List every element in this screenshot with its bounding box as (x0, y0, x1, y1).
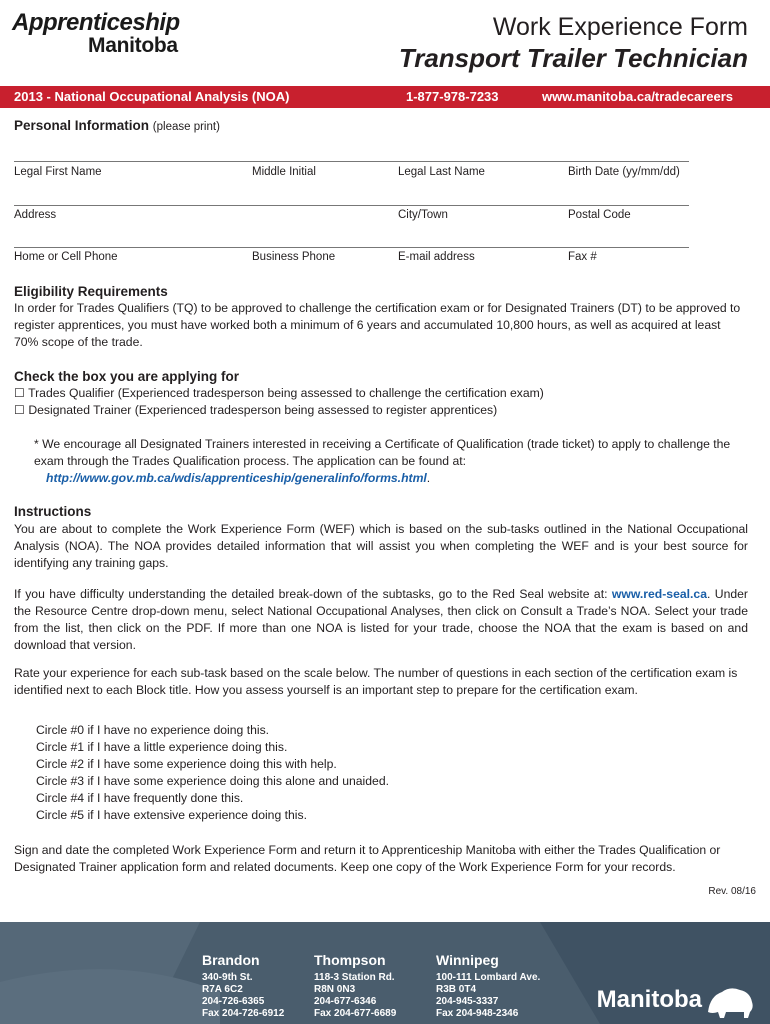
trades-qualifier-label: Trades Qualifier (Experienced tradesperson being assessed to challenge the certification exam) (28, 386, 544, 400)
rating-scale (36, 722, 389, 824)
email-label: E-mail address (398, 251, 475, 263)
business-phone-label: Business Phone (252, 251, 336, 263)
field-line[interactable] (14, 205, 689, 206)
form-titles (399, 12, 748, 74)
office-thompson (314, 952, 396, 1020)
personal-info-heading (14, 118, 220, 133)
office-phone: 204-677-6346 (314, 996, 377, 1007)
checkbox-icon[interactable]: ☐ (14, 386, 25, 400)
noa-label: 2013 - National Occupational Analysis (NOA) (14, 89, 290, 104)
office-address: 340-9th St. (202, 972, 253, 983)
apply-heading: Check the box you are applying for (14, 369, 240, 384)
instructions-heading: Instructions (14, 504, 92, 519)
asterisk-icon: * (34, 437, 39, 451)
city-town-label: City/Town (398, 209, 448, 221)
office-phone: 204-726-6365 (202, 996, 265, 1007)
website-link[interactable]: www.manitoba.ca/tradecareers (542, 89, 733, 104)
red-seal-link[interactable]: www.red-seal.ca (611, 587, 707, 601)
logo-line1: Apprenticeship (12, 9, 180, 36)
revision-date: Rev. 08/16 (708, 886, 756, 897)
office-postal: R3B 0T4 (436, 984, 477, 995)
middle-initial-label: Middle Initial (252, 166, 316, 178)
bison-icon (704, 982, 758, 1020)
designated-trainer-label: Designated Trainer (Experienced tradesperson being assessed to register apprentices) (28, 403, 498, 417)
home-phone-label: Home or Cell Phone (14, 251, 118, 263)
office-fax: Fax 204-726-6912 (202, 1008, 285, 1019)
scale-item: Circle #0 if I have no experience doing this. (36, 723, 270, 737)
legal-first-name-label: Legal First Name (14, 166, 102, 178)
office-address: 118-3 Station Rd. (314, 972, 395, 983)
office-phone: 204-945-3337 (436, 996, 499, 1007)
scale-item: Circle #4 if I have frequently done this. (36, 791, 244, 805)
office-winnipeg (436, 952, 540, 1020)
scale-item: Circle #1 if I have a little experience doing this. (36, 740, 288, 754)
please-print-note: (please print) (152, 121, 220, 133)
office-fax: Fax 204-677-6689 (314, 1008, 397, 1019)
eligibility-text: In order for Trades Qualifiers (TQ) to be approved to challenge the certification exam or for Designated Trainers (DT) to be approved to register apprentices, you must have worked both a minimum of 6 years and accumulated 10,800 hours, as well as acquired at least 70% scope of the trade. (14, 301, 741, 349)
office-fax: Fax 204-948-2346 (436, 1008, 519, 1019)
office-postal: R8N 0N3 (314, 984, 356, 995)
checkbox-icon[interactable]: ☐ (14, 403, 25, 417)
phone-number: 1-877-978-7233 (406, 89, 499, 104)
form-title: Work Experience Form (492, 13, 748, 41)
office-postal: R7A 6C2 (202, 984, 243, 995)
instructions-p1: You are about to complete the Work Experience Form (WEF) which is based on the sub-tasks outlined in the National Occupational Analysis (NOA). The NOA provides detailed information that will assist you when completing the WEF and is your best source for identifying any training gaps. (14, 522, 748, 570)
office-name: Thompson (314, 952, 386, 968)
office-brandon (202, 952, 284, 1020)
manitoba-logo: Manitoba (596, 986, 702, 1013)
fax-label: Fax # (568, 251, 597, 263)
office-address: 100-111 Lombard Ave. (436, 972, 541, 983)
apprenticeship-manitoba-logo (12, 10, 180, 56)
address-label: Address (14, 209, 57, 221)
office-name: Winnipeg (436, 952, 499, 968)
field-line[interactable] (14, 161, 689, 162)
forms-link[interactable]: http://www.gov.mb.ca/wdis/apprenticeship/generalinfo/forms.html (46, 471, 427, 485)
trades-qualifier-option[interactable] (14, 386, 544, 400)
office-name: Brandon (202, 952, 260, 968)
p2-text-a: If you have difficulty understanding the detailed break-down of the subtasks, go to the Red Seal website at: (14, 587, 608, 601)
eligibility-heading: Eligibility Requirements (14, 284, 168, 299)
trade-title: Transport Trailer Technician (398, 43, 748, 73)
logo-line2: Manitoba (88, 34, 178, 57)
instructions-p3: Rate your experience for each sub-task based on the scale below. The number of questions in each section of the certification exam is identified next to each Block title. How you assess yourself is an important step to prepare for the certification exam. (14, 666, 738, 697)
field-line[interactable] (14, 247, 689, 248)
p2-text-b: . Under the Resource Centre drop-down menu, select National Occupational Analyses, then click on Consult a Trade’s NOA. Select your trade from the list, then click on the PDF. If more than one NOA is listed for your trade, choose the NOA that the exam is based on and download that version. (14, 587, 748, 652)
designated-trainer-option[interactable] (14, 403, 497, 417)
legal-last-name-label: Legal Last Name (398, 166, 485, 178)
designated-trainer-note: * We encourage all Designated Trainers interested in receiving a Certificate of Qualification (trade ticket) to apply to challenge the exam through the Trades Qualification process. The application can be found at: http://www.gov.mb.ca/wdis/apprenticeship/generalinfo/forms.html. (34, 437, 731, 485)
postal-code-label: Postal Code (568, 209, 631, 221)
instructions-p4: Sign and date the completed Work Experience Form and return it to Apprenticeship Manitoba with either the Trades Qualification or Designated Trainer application form and related documents. Keep one copy of the Work Experience Form for your records. (14, 843, 721, 874)
info-bar (0, 86, 770, 108)
scale-item: Circle #3 if I have some experience doing this alone and unaided. (36, 774, 389, 788)
personal-info-title: Personal Information (14, 118, 150, 133)
birth-date-label: Birth Date (yy/mm/dd) (568, 166, 680, 178)
note-text: We encourage all Designated Trainers interested in receiving a Certificate of Qualification (trade ticket) to apply to challenge the exam through the Trades Qualification process. The application can be found at: (34, 437, 731, 468)
scale-item: Circle #5 if I have extensive experience doing this. (36, 808, 307, 822)
instructions-p2 (14, 586, 748, 654)
scale-item: Circle #2 if I have some experience doing this with help. (36, 757, 337, 771)
footer (0, 922, 770, 1024)
